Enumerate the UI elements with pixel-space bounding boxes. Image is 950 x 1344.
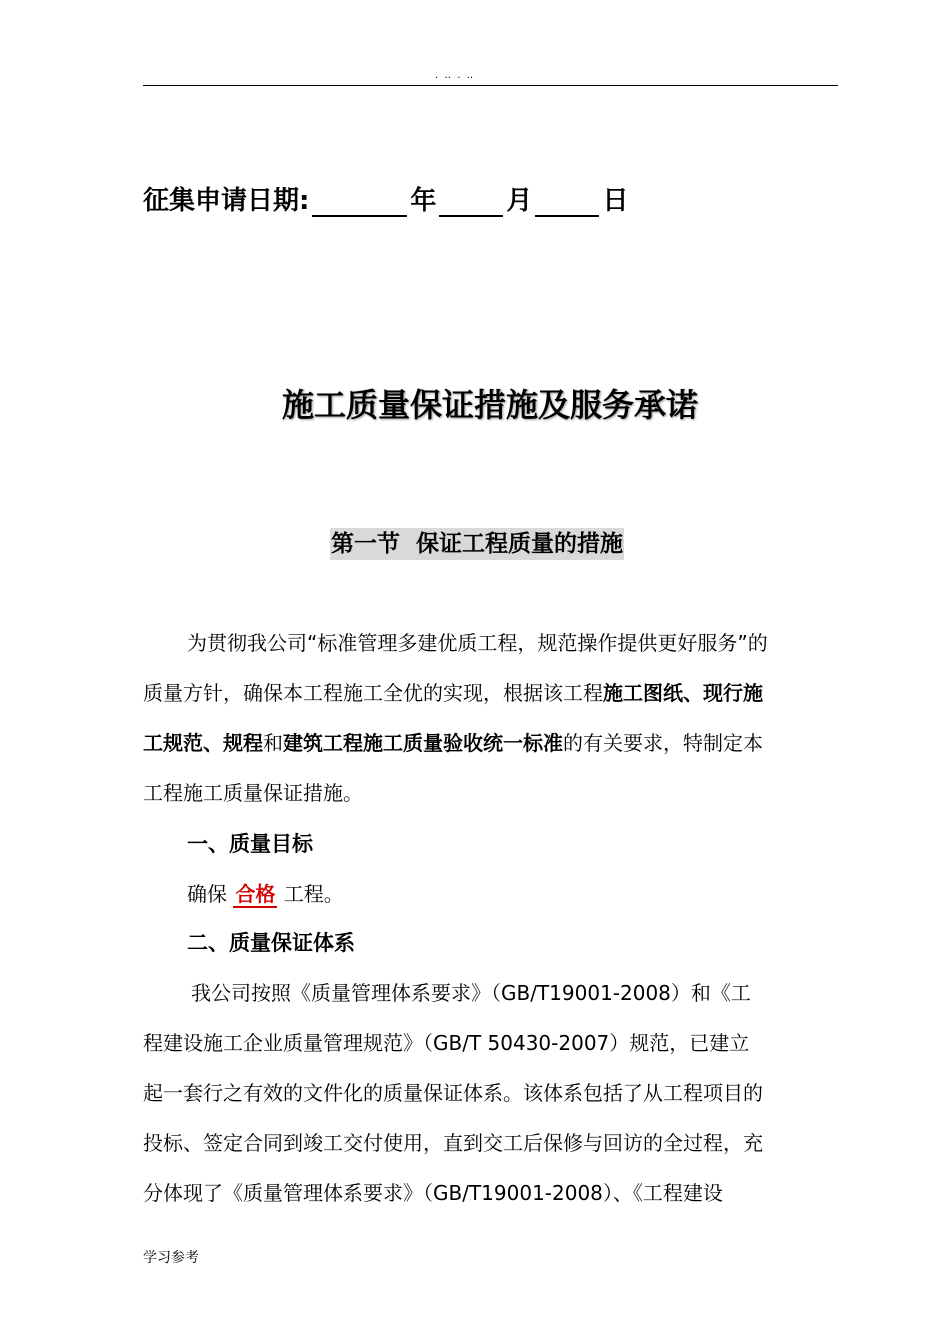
intro-text: 质量方针，确保本工程施工全优的实现，根据该工程 bbox=[143, 681, 603, 705]
intro-text: 和 bbox=[263, 731, 283, 755]
header-dots: . .. . .. bbox=[435, 70, 474, 81]
intro-text: 的有关要求，特制定本 bbox=[563, 731, 763, 755]
goal-suffix: 工程。 bbox=[283, 882, 344, 906]
system-line-5: 分体现了《质量管理体系要求》（GB/T19001-2008）、《工程建设 bbox=[143, 1181, 723, 1205]
intro-line-2 bbox=[143, 668, 843, 718]
intro-line-3 bbox=[143, 718, 843, 768]
system-line-2: 程建设施工企业质量管理规范》（GB/T 50430-2007）规范，已建立 bbox=[143, 1031, 750, 1055]
day-label: 日 bbox=[602, 186, 629, 216]
heading-quality-system: 二、质量保证体系 bbox=[187, 931, 355, 955]
day-blank bbox=[535, 189, 599, 217]
system-line-3: 起一套行之有效的文件化的质量保证体系。该体系包括了从工程项目的 bbox=[143, 1081, 763, 1105]
system-line-1: 我公司按照《质量管理体系要求》（GB/T19001-2008）和《工 bbox=[191, 981, 751, 1005]
goal-value: 合格 bbox=[235, 882, 276, 906]
system-paragraph bbox=[143, 968, 843, 1218]
intro-paragraph bbox=[143, 618, 843, 818]
quality-goal-line bbox=[187, 878, 344, 907]
application-date-line bbox=[143, 180, 628, 217]
date-label: 征集申请日期: bbox=[143, 186, 310, 216]
month-blank bbox=[439, 189, 503, 217]
heading-quality-goal: 一、质量目标 bbox=[187, 832, 313, 856]
section-heading: 第一节 保证工程质量的措施 bbox=[330, 528, 624, 560]
intro-bold-text: 工规范、规程 bbox=[143, 731, 263, 755]
document-title: 施工质量保证措施及服务承诺 bbox=[281, 386, 698, 424]
intro-bold-text: 建筑工程施工质量验收统一标准 bbox=[283, 731, 563, 755]
intro-line-1: 为贯彻我公司“标准管理多建优质工程，规范操作提供更好服务”的 bbox=[187, 631, 768, 655]
intro-bold-text: 施工图纸、现行施 bbox=[603, 681, 763, 705]
year-blank bbox=[312, 189, 407, 217]
month-label: 月 bbox=[506, 186, 533, 216]
intro-line-4: 工程施工质量保证措施。 bbox=[143, 781, 363, 805]
goal-prefix: 确保 bbox=[187, 882, 227, 906]
year-label: 年 bbox=[410, 186, 437, 216]
footer-text: 学习参考 bbox=[143, 1250, 199, 1266]
system-line-4: 投标、签定合同到竣工交付使用，直到交工后保修与回访的全过程，充 bbox=[143, 1131, 763, 1155]
header-rule bbox=[143, 85, 838, 86]
